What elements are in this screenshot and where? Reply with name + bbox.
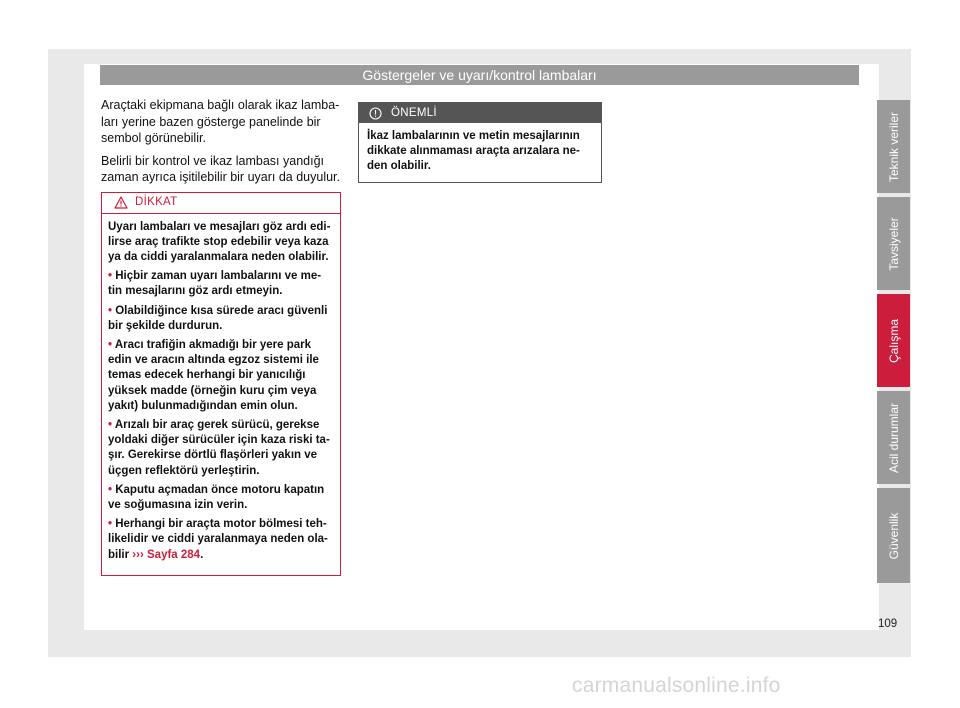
warning-intro: Uyarı lambaları ve mesajları göz ardı edi-lirse araç trafikte stop edebilir veya kaza ya da ciddi yaralanmalara neden olabilir.	[108, 220, 331, 263]
warning-box	[101, 192, 341, 576]
bullet-marker: •	[108, 518, 113, 531]
warning-bullet: • Arızalı bir araç gerek sürücü, gerekse yoldaki diğer sürücüler için kaza riski ta-şır. Gerekirse dörtlü flaşörleri yakın ve üçgen reflektörü yerleştirin.	[108, 418, 330, 477]
intro-paragraph: Araçtaki ekipmana bağlı olarak ikaz lamba-ları yerine bazen gösterge panelinde bir sembol görünebilir.	[101, 98, 340, 145]
bullet-marker: •	[108, 270, 113, 283]
notice-text: İkaz lambalarının ve metin mesajlarının dikkate alınmaması araçta arızalara ne-den olabilir.	[367, 130, 580, 173]
intro-paragraph: Belirli bir kontrol ve ikaz lambası yandığı zaman ayrıca işitilebilir bir uyarı da duyulur.	[101, 153, 340, 184]
bullet-marker: •	[108, 483, 113, 496]
watermark: carmanualsonline.info	[572, 674, 781, 697]
left-column	[101, 97, 341, 576]
warning-bullet: • Olabildiğince kısa sürede aracı güvenli bir şekilde durdurun.	[108, 304, 328, 332]
warning-bullet: • Aracı trafiğin akmadığı bir yere park edin ve aracın altında egzoz sistemi ile temas edecek herhangi bir yanıcılığı yüksek madde (örneğin kuru çim veya yakıt) bulunmadığından emin olun.	[108, 338, 319, 412]
tab-teknik-veriler[interactable]: Teknik veriler	[877, 100, 910, 193]
notice-title: ÖNEMLİ	[391, 107, 437, 119]
tab-tavsiyeler[interactable]: Tavsiyeler	[877, 197, 910, 290]
warning-body	[102, 214, 340, 575]
page-number: 109	[878, 618, 898, 630]
tab-calisma[interactable]: Çalışma	[877, 294, 910, 387]
bullet-marker: •	[108, 304, 113, 317]
warning-bullet: • Hiçbir zaman uyarı lambalarını ve me-tin mesajlarını göz ardı etmeyin.	[108, 270, 322, 298]
warning-bullet: • Herhangi bir araçta motor bölmesi teh-likelidir ve ciddi yaralanmaya neden ola-bilir ››› Sayfa 284.	[108, 518, 328, 561]
bullet-marker: •	[108, 338, 113, 351]
warning-title: DİKKAT	[135, 196, 178, 209]
warning-bullet: • Kaputu açmadan önce motoru kapatın ve soğumasına izin verin.	[108, 483, 325, 511]
warning-triangle-icon	[114, 196, 128, 209]
notice-box	[358, 102, 602, 183]
info-circle-icon	[369, 107, 382, 120]
warning-header	[102, 193, 340, 214]
tab-acil-durumlar[interactable]: Acil durumlar	[877, 391, 910, 484]
page-title: Göstergeler ve uyarı/kontrol lambaları	[100, 65, 859, 85]
tab-guvenlik[interactable]: Güvenlik	[877, 488, 910, 583]
page-reference-link[interactable]: ››› Sayfa 284	[132, 548, 201, 561]
bullet-marker: •	[108, 418, 113, 431]
notice-header	[359, 103, 601, 123]
